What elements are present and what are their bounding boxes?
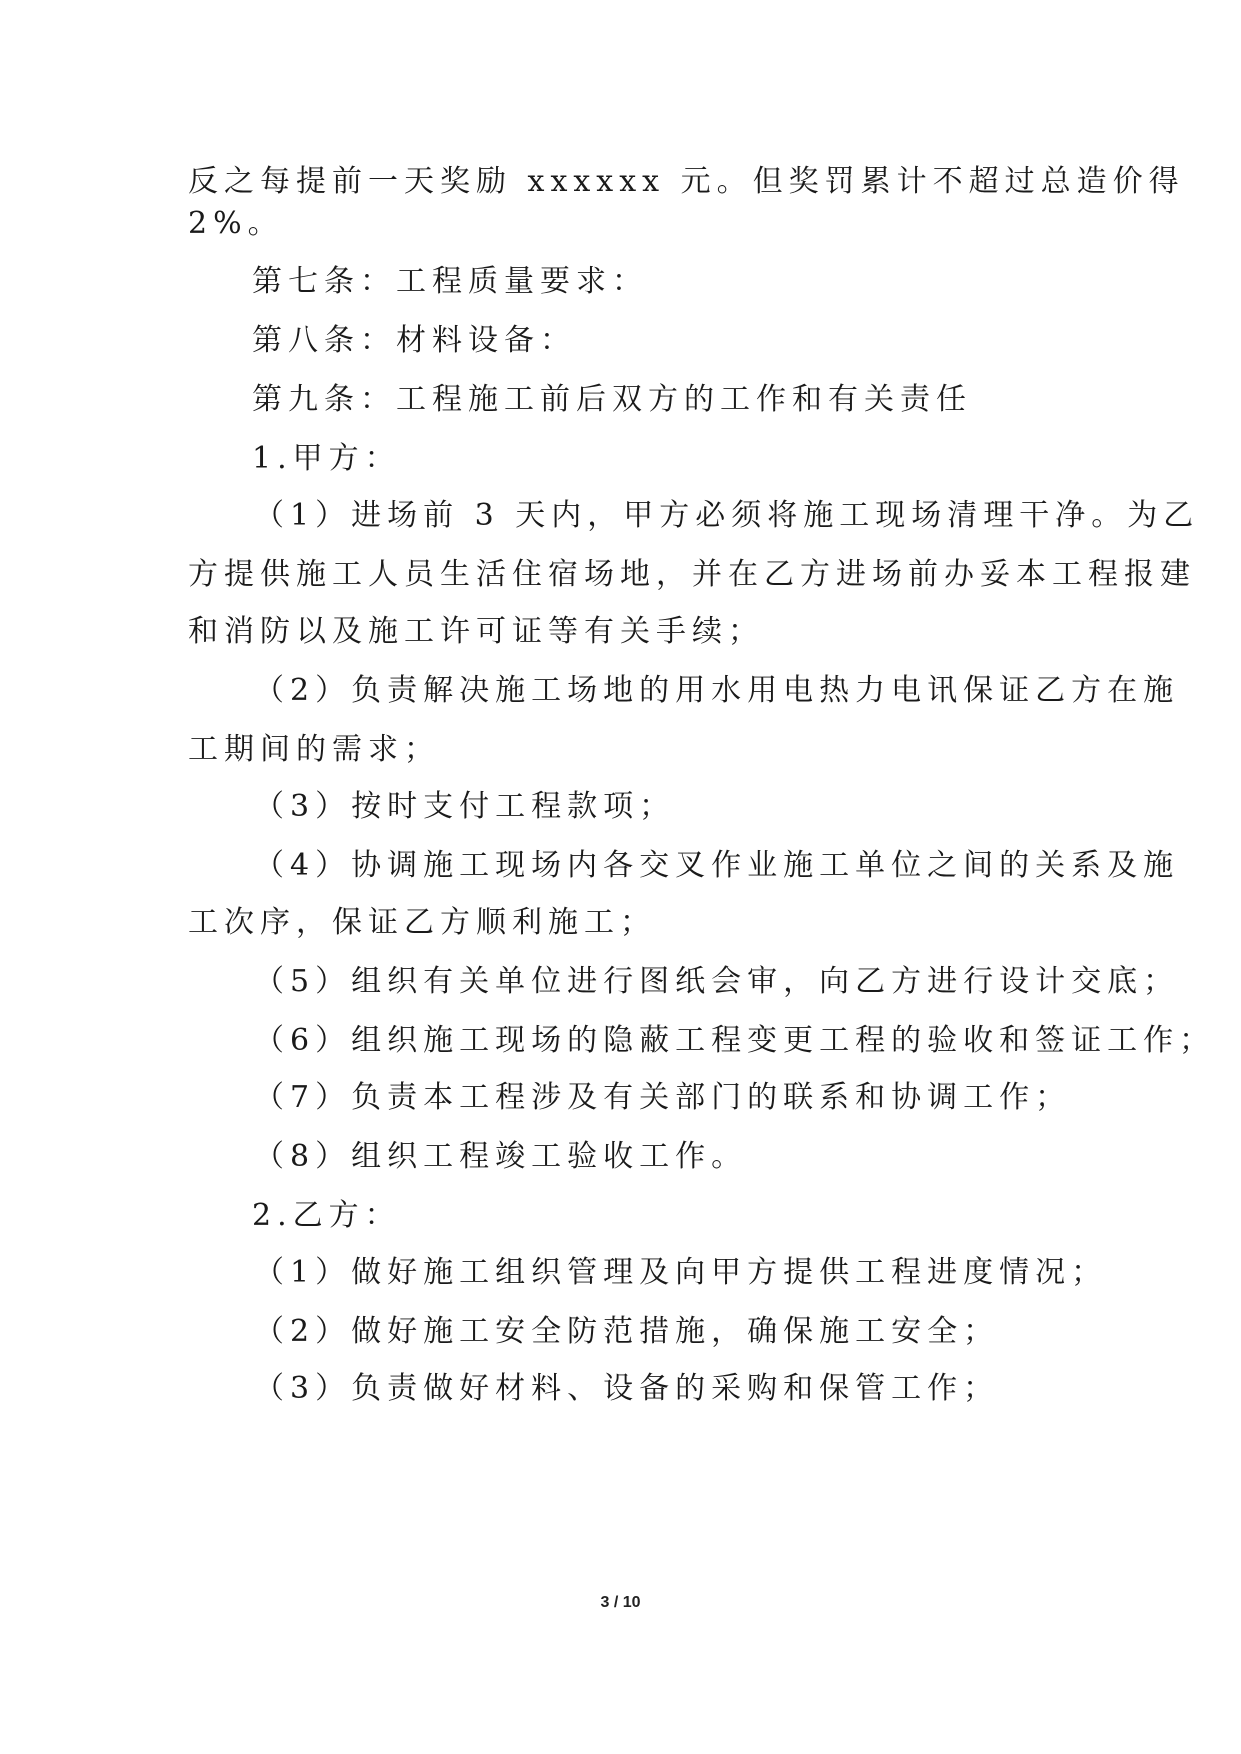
list-item-line: （3）按时支付工程款项；: [254, 789, 676, 824]
list-item-line: 工期间的需求；: [188, 732, 440, 767]
list-item-line: （1）进场前 3 天内，甲方必须将施工现场清理干净。为乙: [254, 498, 1200, 533]
article-heading-7: 第七条：工程质量要求：: [252, 264, 648, 299]
list-item-line: （7）负责本工程涉及有关部门的联系和协调工作；: [254, 1080, 1072, 1115]
list-item-line: （1）做好施工组织管理及向甲方提供工程进度情况；: [254, 1255, 1108, 1290]
list-item-line: 方提供施工人员生活住宿场地，并在乙方进场前办妥本工程报建: [188, 557, 1196, 592]
section-heading-party-a: 1.甲方：: [252, 441, 401, 476]
list-item-line: （2）负责解决施工场地的用水用电热力电讯保证乙方在施: [254, 673, 1180, 708]
article-heading-9: 第九条：工程施工前后双方的工作和有关责任: [252, 382, 972, 417]
section-heading-party-b: 2.乙方：: [252, 1198, 401, 1233]
paragraph-line: 2%。: [188, 206, 284, 241]
list-item-line: （8）组织工程竣工验收工作。: [254, 1139, 748, 1174]
list-item-line: （5）组织有关单位进行图纸会审，向乙方进行设计交底；: [254, 964, 1180, 999]
page-number: 3 / 10: [600, 1594, 641, 1611]
list-item-line: 工次序，保证乙方顺利施工；: [188, 905, 656, 940]
paragraph-line: 反之每提前一天奖励 xxxxxx 元。但奖罚累计不超过总造价得: [188, 164, 1185, 199]
list-item-line: 和消防以及施工许可证等有关手续；: [188, 614, 764, 649]
list-item-line: （3）负责做好材料、设备的采购和保管工作；: [254, 1371, 1000, 1406]
article-heading-8: 第八条：材料设备：: [252, 323, 576, 358]
list-item-line: （6）组织施工现场的隐蔽工程变更工程的验收和签证工作；: [254, 1023, 1216, 1058]
list-item-line: （4）协调施工现场内各交叉作业施工单位之间的关系及施: [254, 848, 1180, 883]
list-item-line: （2）做好施工安全防范措施，确保施工安全；: [254, 1314, 1000, 1349]
